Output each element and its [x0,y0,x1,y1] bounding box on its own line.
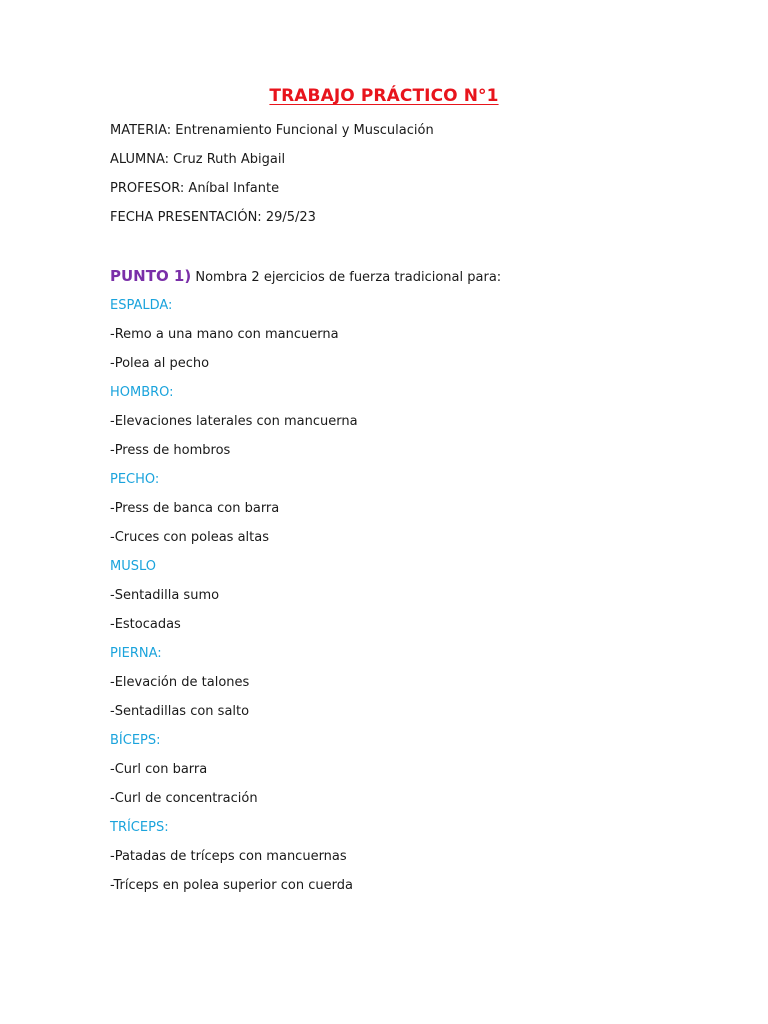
section-heading-triceps: TRÍCEPS: [110,820,169,835]
list-item: -Elevación de talones [110,675,250,690]
list-item: -Polea al pecho [110,356,210,371]
document-title: TRABAJO PRÁCTICO N°1 [269,86,499,106]
list-item: -Curl con barra [110,762,208,777]
section-heading-muslo: MUSLO [110,559,156,574]
list-item: -Remo a una mano con mancuerna [110,327,339,342]
list-item: -Patadas de tríceps con mancuernas [110,849,347,864]
list-item: -Elevaciones laterales con mancuerna [110,414,358,429]
section-heading-pecho: PECHO: [110,472,160,487]
section-heading-hombro: HOMBRO: [110,385,174,400]
list-item: -Press de banca con barra [110,501,280,516]
list-item: -Press de hombros [110,443,231,458]
section-heading-biceps: BÍCEPS: [110,733,161,748]
list-item: -Estocadas [110,617,181,632]
list-item: -Tríceps en polea superior con cuerda [110,878,353,893]
list-item: -Sentadilla sumo [110,588,220,603]
meta-materia: MATERIA: Entrenamiento Funcional y Musculación [110,123,434,138]
meta-profesor: PROFESOR: Aníbal Infante [110,181,280,196]
list-item: -Curl de concentración [110,791,258,806]
section-heading-pierna: PIERNA: [110,646,162,661]
punto-line [110,268,501,286]
meta-fecha: FECHA PRESENTACIÓN: 29/5/23 [110,210,316,225]
punto-text: Nombra 2 ejercicios de fuerza tradicional para: [195,270,502,285]
list-item: -Cruces con poleas altas [110,530,269,545]
punto-label: PUNTO 1) [110,267,192,285]
meta-alumna: ALUMNA: Cruz Ruth Abigail [110,152,286,167]
list-item: -Sentadillas con salto [110,704,250,719]
section-heading-espalda: ESPALDA: [110,298,173,313]
